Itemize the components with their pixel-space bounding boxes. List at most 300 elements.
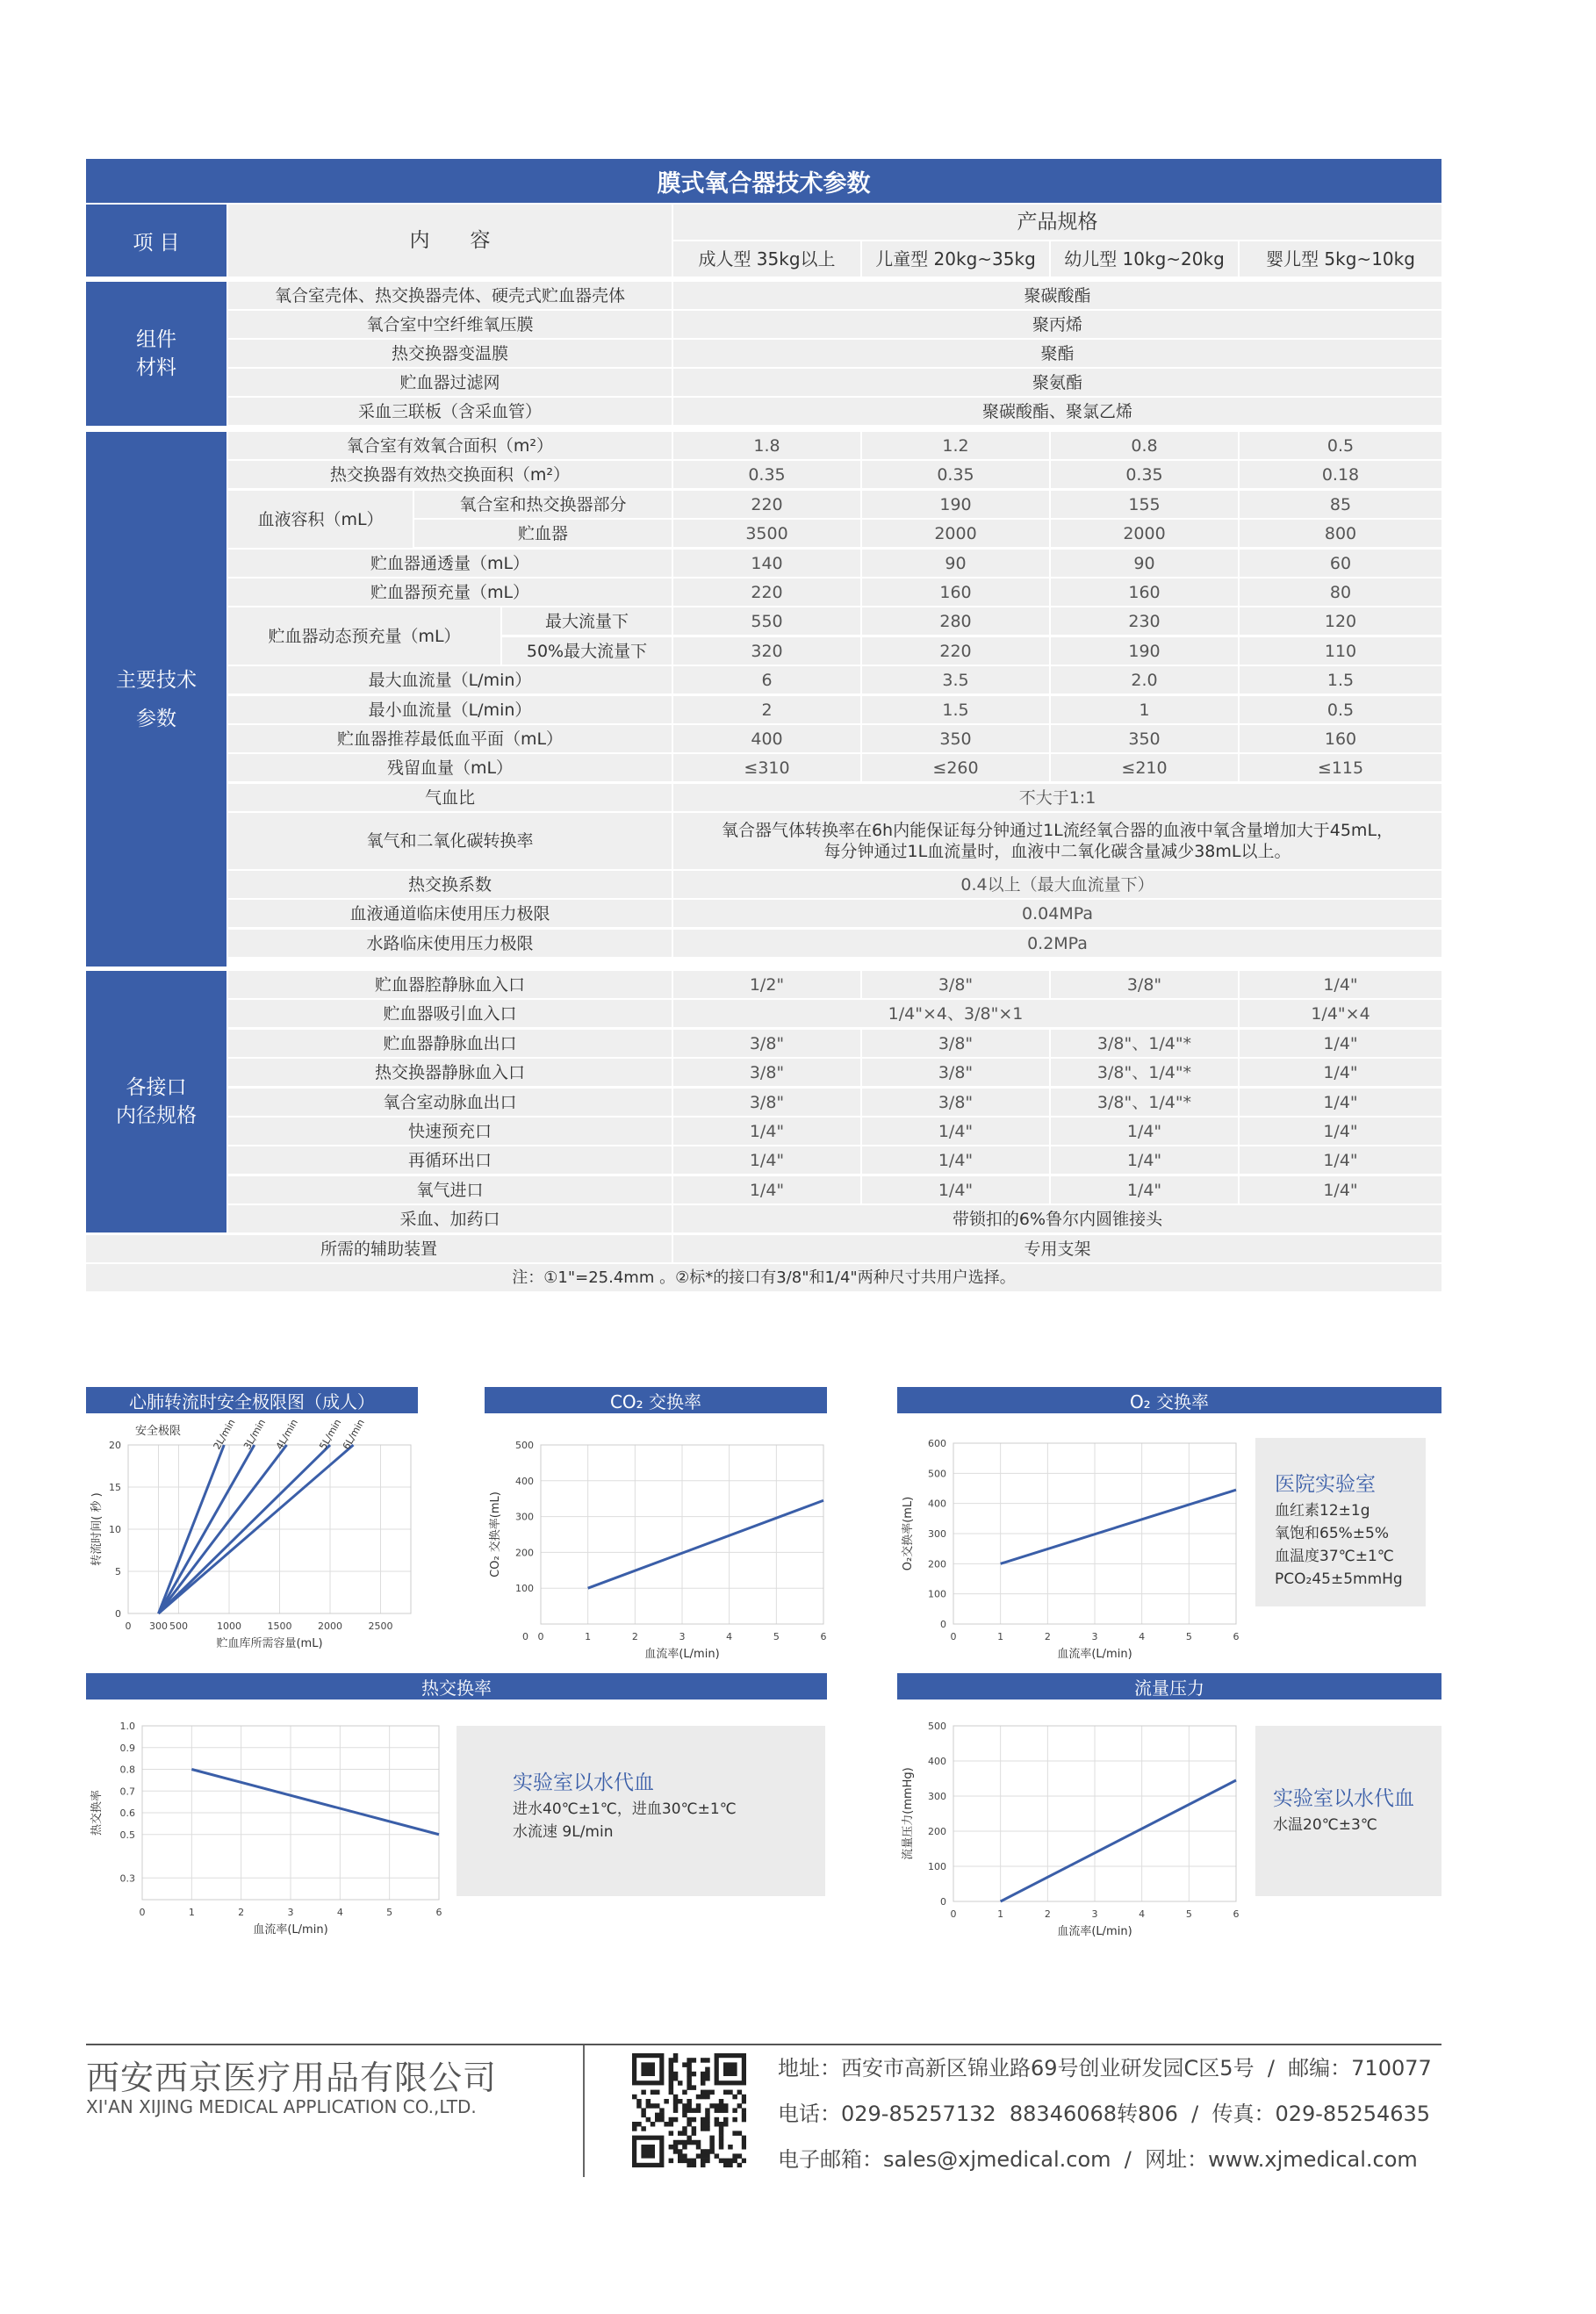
qr-module (719, 2136, 724, 2141)
qr-module (719, 2126, 724, 2131)
qr-module (682, 2145, 687, 2150)
param-value: 550 (673, 607, 860, 635)
x-tick-label: 1500 (267, 1621, 292, 1632)
param-label: 气血比 (228, 784, 672, 811)
port-value: 1/4" (862, 1146, 1049, 1174)
x-tick-label: 6 (1233, 1908, 1240, 1920)
qr-module (742, 2136, 746, 2141)
x-tick-label: 2 (238, 1907, 245, 1918)
y-tick-label: 1.0 (119, 1721, 135, 1732)
y-tick-label: 0 (940, 1619, 946, 1630)
qr-module (728, 2145, 733, 2150)
qr-module (687, 2067, 692, 2073)
material-value: 聚碳酸酯、聚氯乙烯 (673, 398, 1441, 425)
qr-module (669, 2145, 674, 2150)
port-value: 3/8" (862, 1059, 1049, 1086)
qr-module (709, 2140, 715, 2145)
company-name-cn: 西安西京医疗用品有限公司 (86, 2059, 498, 2097)
qr-module (669, 2122, 674, 2127)
port-value: 1/4" (1240, 1176, 1441, 1204)
x-tick-label: 6 (1233, 1631, 1240, 1642)
y-tick-label: 500 (928, 1721, 946, 1732)
port-value: 1/4"×4 (1240, 1000, 1441, 1027)
x-tick-label: 0 (950, 1908, 957, 1920)
param-value: 不大于1:1 (673, 784, 1441, 811)
qr-module (742, 2095, 746, 2100)
qr-module (737, 2090, 743, 2095)
table-note: 注：①1"=25.4mm 。②标*的接口有3/8"和1/4"两种尺寸共用户选择。 (86, 1264, 1441, 1291)
param-value: ≤210 (1051, 754, 1238, 781)
chart-o2-title: O₂ 交换率 (897, 1387, 1441, 1413)
series-label: 6L/min (340, 1417, 367, 1452)
info-flow-title: 实验室以水代血 (1273, 1787, 1414, 1810)
qr-module (636, 2103, 642, 2109)
qr-module (641, 2113, 646, 2118)
param-label: 氧气和二氧化碳转换率 (228, 813, 672, 869)
qr-module (732, 2108, 737, 2113)
x-tick-label: 6 (820, 1631, 827, 1642)
section-main: 主要技术 参数 (86, 432, 226, 967)
qr-module (705, 2072, 710, 2077)
qr-module (705, 2153, 710, 2159)
chart-subtitle: 安全极限 (135, 1425, 182, 1438)
footer-vertical-divider (583, 2045, 585, 2177)
qr-module (705, 2149, 710, 2154)
series-line (588, 1500, 823, 1588)
port-value: 3/8"、1/4"* (1051, 1030, 1238, 1057)
x-tick-label: 300 (149, 1621, 168, 1632)
y-tick-label: 20 (109, 1440, 121, 1451)
qr-module (687, 2140, 692, 2145)
qr-module (692, 2058, 697, 2063)
qr-module (701, 2058, 706, 2063)
info-flow (1255, 1726, 1441, 1896)
param-value: 85 (1240, 491, 1441, 518)
qr-module (719, 2108, 724, 2113)
qr-module (646, 2117, 651, 2123)
qr-module (696, 2108, 701, 2113)
param-value (673, 813, 1441, 869)
param-value: 2 (673, 696, 860, 723)
port-value: 1/4" (673, 1176, 860, 1204)
qr-module (732, 2131, 737, 2136)
info-o2-line: 氧饱和65%±5% (1275, 1525, 1389, 1542)
param-value: 2000 (1051, 520, 1238, 547)
qr-finder (641, 2145, 655, 2159)
info-heat (457, 1726, 825, 1896)
qr-module (719, 2099, 724, 2104)
company-name-en: XI'AN XIJING MEDICAL APPLICATION CO.,LTD. (86, 2096, 477, 2117)
x-tick-label: 0 (950, 1631, 957, 1642)
qr-module (673, 2095, 679, 2100)
qr-module (664, 2099, 669, 2104)
info-flow-line: 水温20℃±3℃ (1273, 1816, 1377, 1834)
x-tick-label: 4 (726, 1631, 733, 1642)
x-tick-label: 2500 (368, 1621, 393, 1632)
material-label: 贮血器过滤网 (228, 369, 672, 396)
qr-module (682, 2126, 687, 2131)
qr-finder (723, 2062, 737, 2076)
qr-module (678, 2159, 683, 2164)
qr-module (692, 2117, 697, 2123)
port-label: 采血、加药口 (228, 1205, 672, 1232)
qr-module (673, 2072, 679, 2077)
qr-module (701, 2126, 706, 2131)
qr-module (669, 2067, 674, 2073)
param-value: 6 (673, 666, 860, 693)
y-tick-label: 400 (928, 1498, 946, 1510)
param-value: 0.8 (1051, 432, 1238, 459)
qr-module (669, 2131, 674, 2136)
qr-module (673, 2053, 679, 2059)
param-label: 血液通道临床使用压力极限 (228, 900, 672, 927)
param-value: 120 (1240, 607, 1441, 635)
y-axis-label: O₂交换率(mL) (902, 1496, 915, 1571)
param-label: 贮血器动态预充量（mL） (228, 607, 500, 665)
qr-module (732, 2159, 737, 2164)
footer-email: 电子邮箱：sales@xjmedical.com / 网址：www.xjmedical.com (778, 2147, 1418, 2172)
param-value: 0.35 (673, 461, 860, 488)
qr-module (742, 2117, 746, 2123)
series-label: 5L/min (317, 1417, 344, 1452)
qr-module (705, 2058, 710, 2063)
material-value: 聚碳酸酯 (673, 282, 1441, 309)
port-value: 1/4" (1240, 971, 1441, 998)
y-tick-label: 100 (928, 1861, 946, 1872)
qr-module (723, 2163, 729, 2167)
qr-module (692, 2163, 697, 2167)
y-tick-label: 400 (928, 1756, 946, 1767)
qr-module (719, 2140, 724, 2145)
header-content: 内 容 (228, 205, 672, 277)
port-value: 1/4" (673, 1117, 860, 1145)
x-tick-label: 4 (1139, 1908, 1146, 1920)
port-value: 1/4" (1051, 1146, 1238, 1174)
x-tick-label: 1 (188, 1907, 195, 1918)
param-value: 0.18 (1240, 461, 1441, 488)
qr-module (682, 2103, 687, 2109)
qr-module (692, 2140, 697, 2145)
qr-module (737, 2163, 743, 2167)
qr-module (678, 2140, 683, 2145)
port-value: 3/8" (673, 1089, 860, 1116)
series-line (1001, 1780, 1236, 1901)
qr-module (659, 2117, 665, 2123)
y-tick-label: 300 (928, 1791, 946, 1802)
param-sublabel: 最大流量下 (502, 607, 672, 635)
qr-module (682, 2153, 687, 2159)
qr-module (669, 2058, 674, 2063)
port-value: 3/8" (862, 1089, 1049, 1116)
section-ports: 各接口 内径规格 (86, 971, 226, 1232)
qr-module (673, 2076, 679, 2081)
header-model-toddler: 幼儿型 10kg~20kg (1051, 241, 1238, 277)
port-value: 1/2" (673, 971, 860, 998)
qr-module (715, 2108, 720, 2113)
info-o2-line: PCO₂45±5mmHg (1275, 1570, 1403, 1588)
y-tick-label: 0.6 (119, 1807, 135, 1819)
x-axis-label: 血流率(L/min) (1057, 1925, 1132, 1938)
qr-module (709, 2103, 715, 2109)
x-tick-label: 3 (1091, 1631, 1098, 1642)
info-o2-line: 血红素12±1g (1275, 1502, 1370, 1520)
info-o2 (1255, 1438, 1426, 1606)
param-value: 60 (1240, 550, 1441, 577)
qr-module (719, 2145, 724, 2150)
qr-module (673, 2117, 679, 2123)
qr-module (701, 2159, 706, 2164)
qr-module (732, 2117, 737, 2123)
param-value: 155 (1051, 491, 1238, 518)
y-tick-label: 300 (928, 1528, 946, 1540)
qr-module (705, 2126, 710, 2131)
y-tick-label: 0.8 (119, 1764, 135, 1776)
qr-module (715, 2103, 720, 2109)
qr-module (701, 2149, 706, 2154)
qr-module (682, 2159, 687, 2164)
material-label: 氧合室壳体、热交换器壳体、硬壳式贮血器壳体 (228, 282, 672, 309)
info-heat-line: 进水40℃±1℃，进血30℃±1℃ (513, 1800, 737, 1818)
y-tick-label: 0.3 (119, 1872, 135, 1885)
qr-module (669, 2080, 674, 2086)
qr-module (682, 2062, 687, 2067)
qr-module (705, 2095, 710, 2100)
series-line (191, 1770, 439, 1835)
qr-module (701, 2122, 706, 2127)
qr-module (632, 2122, 637, 2127)
x-tick-label: 0 (125, 1621, 132, 1632)
qr-module (655, 2117, 660, 2123)
param-value: ≤260 (862, 754, 1049, 781)
x-tick-label: 1 (997, 1631, 1004, 1642)
param-value: 0.35 (1051, 461, 1238, 488)
qr-module (687, 2159, 692, 2164)
qr-finder (641, 2062, 655, 2076)
param-value: 320 (673, 637, 860, 665)
y-tick-label: 100 (515, 1583, 534, 1595)
port-value: 3/8" (673, 1030, 860, 1057)
qr-module (673, 2099, 679, 2104)
port-label: 贮血器腔静脉血入口 (228, 971, 672, 998)
x-tick-label: 5 (1185, 1908, 1192, 1920)
port-value: 1/4" (1240, 1089, 1441, 1116)
header-model-adult: 成人型 35kg以上 (673, 241, 860, 277)
x-tick-label: 500 (169, 1621, 188, 1632)
param-label: 水路临床使用压力极限 (228, 930, 672, 957)
qr-module (723, 2108, 729, 2113)
material-value: 聚氨酯 (673, 369, 1441, 396)
param-value: 1 (1051, 696, 1238, 723)
qr-module (669, 2085, 674, 2090)
qr-module (692, 2159, 697, 2164)
qr-module (659, 2113, 665, 2118)
qr-module (732, 2153, 737, 2159)
qr-module (641, 2108, 646, 2113)
port-value: 带锁扣的6%鲁尔内圆锥接头 (673, 1205, 1441, 1232)
qr-module (673, 2145, 679, 2150)
x-tick-label: 4 (1139, 1631, 1146, 1642)
x-tick-label: 6 (435, 1907, 442, 1918)
header-item: 项 目 (86, 205, 226, 277)
qr-module (696, 2103, 701, 2109)
qr-module (673, 2058, 679, 2063)
qr-module (742, 2140, 746, 2145)
qr-module (641, 2090, 646, 2095)
qr-module (737, 2103, 743, 2109)
qr-module (687, 2117, 692, 2123)
qr-module (632, 2126, 637, 2131)
y-tick-label: 0 (940, 1896, 946, 1908)
exchange-text-line: 氧合器气体转换率在6h内能保证每分钟通过1L流经氧合器的血液中氧含量增加大于45mL， (721, 821, 1394, 840)
series-label: 2L/min (211, 1417, 238, 1452)
param-value: 220 (673, 491, 860, 518)
x-tick-label: 0 (537, 1631, 544, 1642)
chart-co2-title: CO₂ 交换率 (485, 1387, 827, 1413)
qr-module (651, 2122, 656, 2127)
qr-module (719, 2103, 724, 2109)
chart-flow-title: 流量压力 (897, 1673, 1441, 1700)
x-tick-label: 2000 (318, 1621, 342, 1632)
qr-module (705, 2122, 710, 2127)
qr-module (655, 2090, 660, 2095)
qr-module (719, 2159, 724, 2164)
port-value: 1/4" (1051, 1176, 1238, 1204)
qr-module (669, 2062, 674, 2067)
y-tick-label: 600 (928, 1438, 946, 1449)
x-tick-label: 2 (1044, 1631, 1051, 1642)
qr-module (728, 2159, 733, 2164)
qr-module (673, 2103, 679, 2109)
port-value: 3/8" (862, 1030, 1049, 1057)
footer-divider (86, 2044, 1441, 2045)
qr-module (687, 2136, 692, 2141)
material-label: 氧合室中空纤维氧压膜 (228, 311, 672, 338)
x-tick-label: 1000 (217, 1621, 241, 1632)
qr-module (701, 2117, 706, 2123)
qr-module (705, 2113, 710, 2118)
port-label: 再循环出口 (228, 1146, 672, 1174)
qr-module (701, 2095, 706, 2100)
aux-label: 所需的辅助装置 (86, 1235, 672, 1262)
qr-module (673, 2140, 679, 2145)
param-value: 90 (862, 550, 1049, 577)
qr-module (655, 2113, 660, 2118)
x-tick-label: 4 (336, 1907, 343, 1918)
qr-module (636, 2099, 642, 2104)
qr-module (732, 2095, 737, 2100)
param-value: 1.5 (1240, 666, 1441, 693)
y-tick-label: 100 (928, 1588, 946, 1600)
y-tick-label: 0 (115, 1608, 121, 1620)
qr-module (687, 2099, 692, 2104)
qr-module (646, 2099, 651, 2104)
series-label: 4L/min (273, 1417, 300, 1452)
x-axis-label: 血流率(L/min) (644, 1648, 720, 1661)
y-tick-label: 500 (515, 1440, 534, 1451)
param-sublabel: 50%最大流量下 (502, 637, 672, 665)
chart-safety-title: 心肺转流时安全极限图（成人） (86, 1387, 418, 1413)
qr-module (669, 2159, 674, 2164)
qr-module (682, 2090, 687, 2095)
qr-module (709, 2149, 715, 2154)
param-value: 90 (1051, 550, 1238, 577)
qr-module (687, 2080, 692, 2086)
qr-module (682, 2131, 687, 2136)
qr-module (687, 2072, 692, 2077)
qr-module (673, 2108, 679, 2113)
port-label: 贮血器吸引血入口 (228, 1000, 672, 1027)
param-value: 1.8 (673, 432, 860, 459)
qr-module (651, 2103, 656, 2109)
y-axis-label: 转流时间( 秒 ) (90, 1492, 104, 1566)
qr-module (705, 2117, 710, 2123)
qr-module (678, 2153, 683, 2159)
qr-module (692, 2131, 697, 2136)
param-value: 160 (1240, 725, 1441, 752)
port-label: 热交换器静脉血入口 (228, 1059, 672, 1086)
qr-module (673, 2149, 679, 2154)
qr-module (709, 2145, 715, 2150)
qr-module (687, 2108, 692, 2113)
qr-module (682, 2113, 687, 2118)
series-line (1001, 1490, 1236, 1563)
param-value: 0.04MPa (673, 900, 1441, 927)
port-label: 快速预充口 (228, 1117, 672, 1145)
y-axis-label: 流量压力(mmHg) (902, 1767, 915, 1860)
port-value: 1/4" (1240, 1030, 1441, 1057)
param-value: 3500 (673, 520, 860, 547)
footer-phone: 电话：029-85257132 88346068转806 / 传真：029-85254635 (778, 2102, 1431, 2126)
x-tick-label: 5 (1185, 1631, 1192, 1642)
qr-module (719, 2131, 724, 2136)
param-value: 0.5 (1240, 432, 1441, 459)
qr-module (646, 2103, 651, 2109)
qr-module (701, 2080, 706, 2086)
footer-address: 地址：西安市高新区锦业路69号创业研发园C区5号 / 邮编：710077 (778, 2056, 1432, 2080)
param-value: 190 (1051, 637, 1238, 665)
param-label: 贮血器预充量（mL） (228, 578, 672, 606)
qr-module (669, 2076, 674, 2081)
qr-module (655, 2103, 660, 2109)
qr-module (632, 2095, 637, 2100)
y-tick-label: 15 (109, 1482, 121, 1493)
qr-module (705, 2076, 710, 2081)
param-label: 血液容积（mL） (228, 491, 413, 548)
param-value: 190 (862, 491, 1049, 518)
qr-module (742, 2159, 746, 2164)
qr-module (692, 2085, 697, 2090)
qr-module (641, 2126, 646, 2131)
info-heat-line: 水流速 9L/min (513, 1823, 614, 1841)
param-label: 贮血器通透量（mL） (228, 550, 672, 577)
x-tick-label: 5 (386, 1907, 393, 1918)
section-materials: 组件 材料 (86, 282, 226, 426)
qr-module (696, 2140, 701, 2145)
material-value: 聚酯 (673, 340, 1441, 367)
port-value: 1/4" (1051, 1117, 1238, 1145)
y-tick-label: 5 (115, 1566, 121, 1577)
qr-module (705, 2090, 710, 2095)
x-axis-label: 贮血库所需容量(mL) (216, 1637, 323, 1650)
qr-module (669, 2072, 674, 2077)
qr-module (737, 2153, 743, 2159)
port-label: 氧气进口 (228, 1176, 672, 1204)
y-tick-label: 400 (515, 1475, 534, 1487)
table-title: 膜式氧合器技术参数 (86, 159, 1441, 203)
x-tick-label: 3 (679, 1631, 686, 1642)
param-value: 3.5 (862, 666, 1049, 693)
param-value: ≤115 (1240, 754, 1441, 781)
